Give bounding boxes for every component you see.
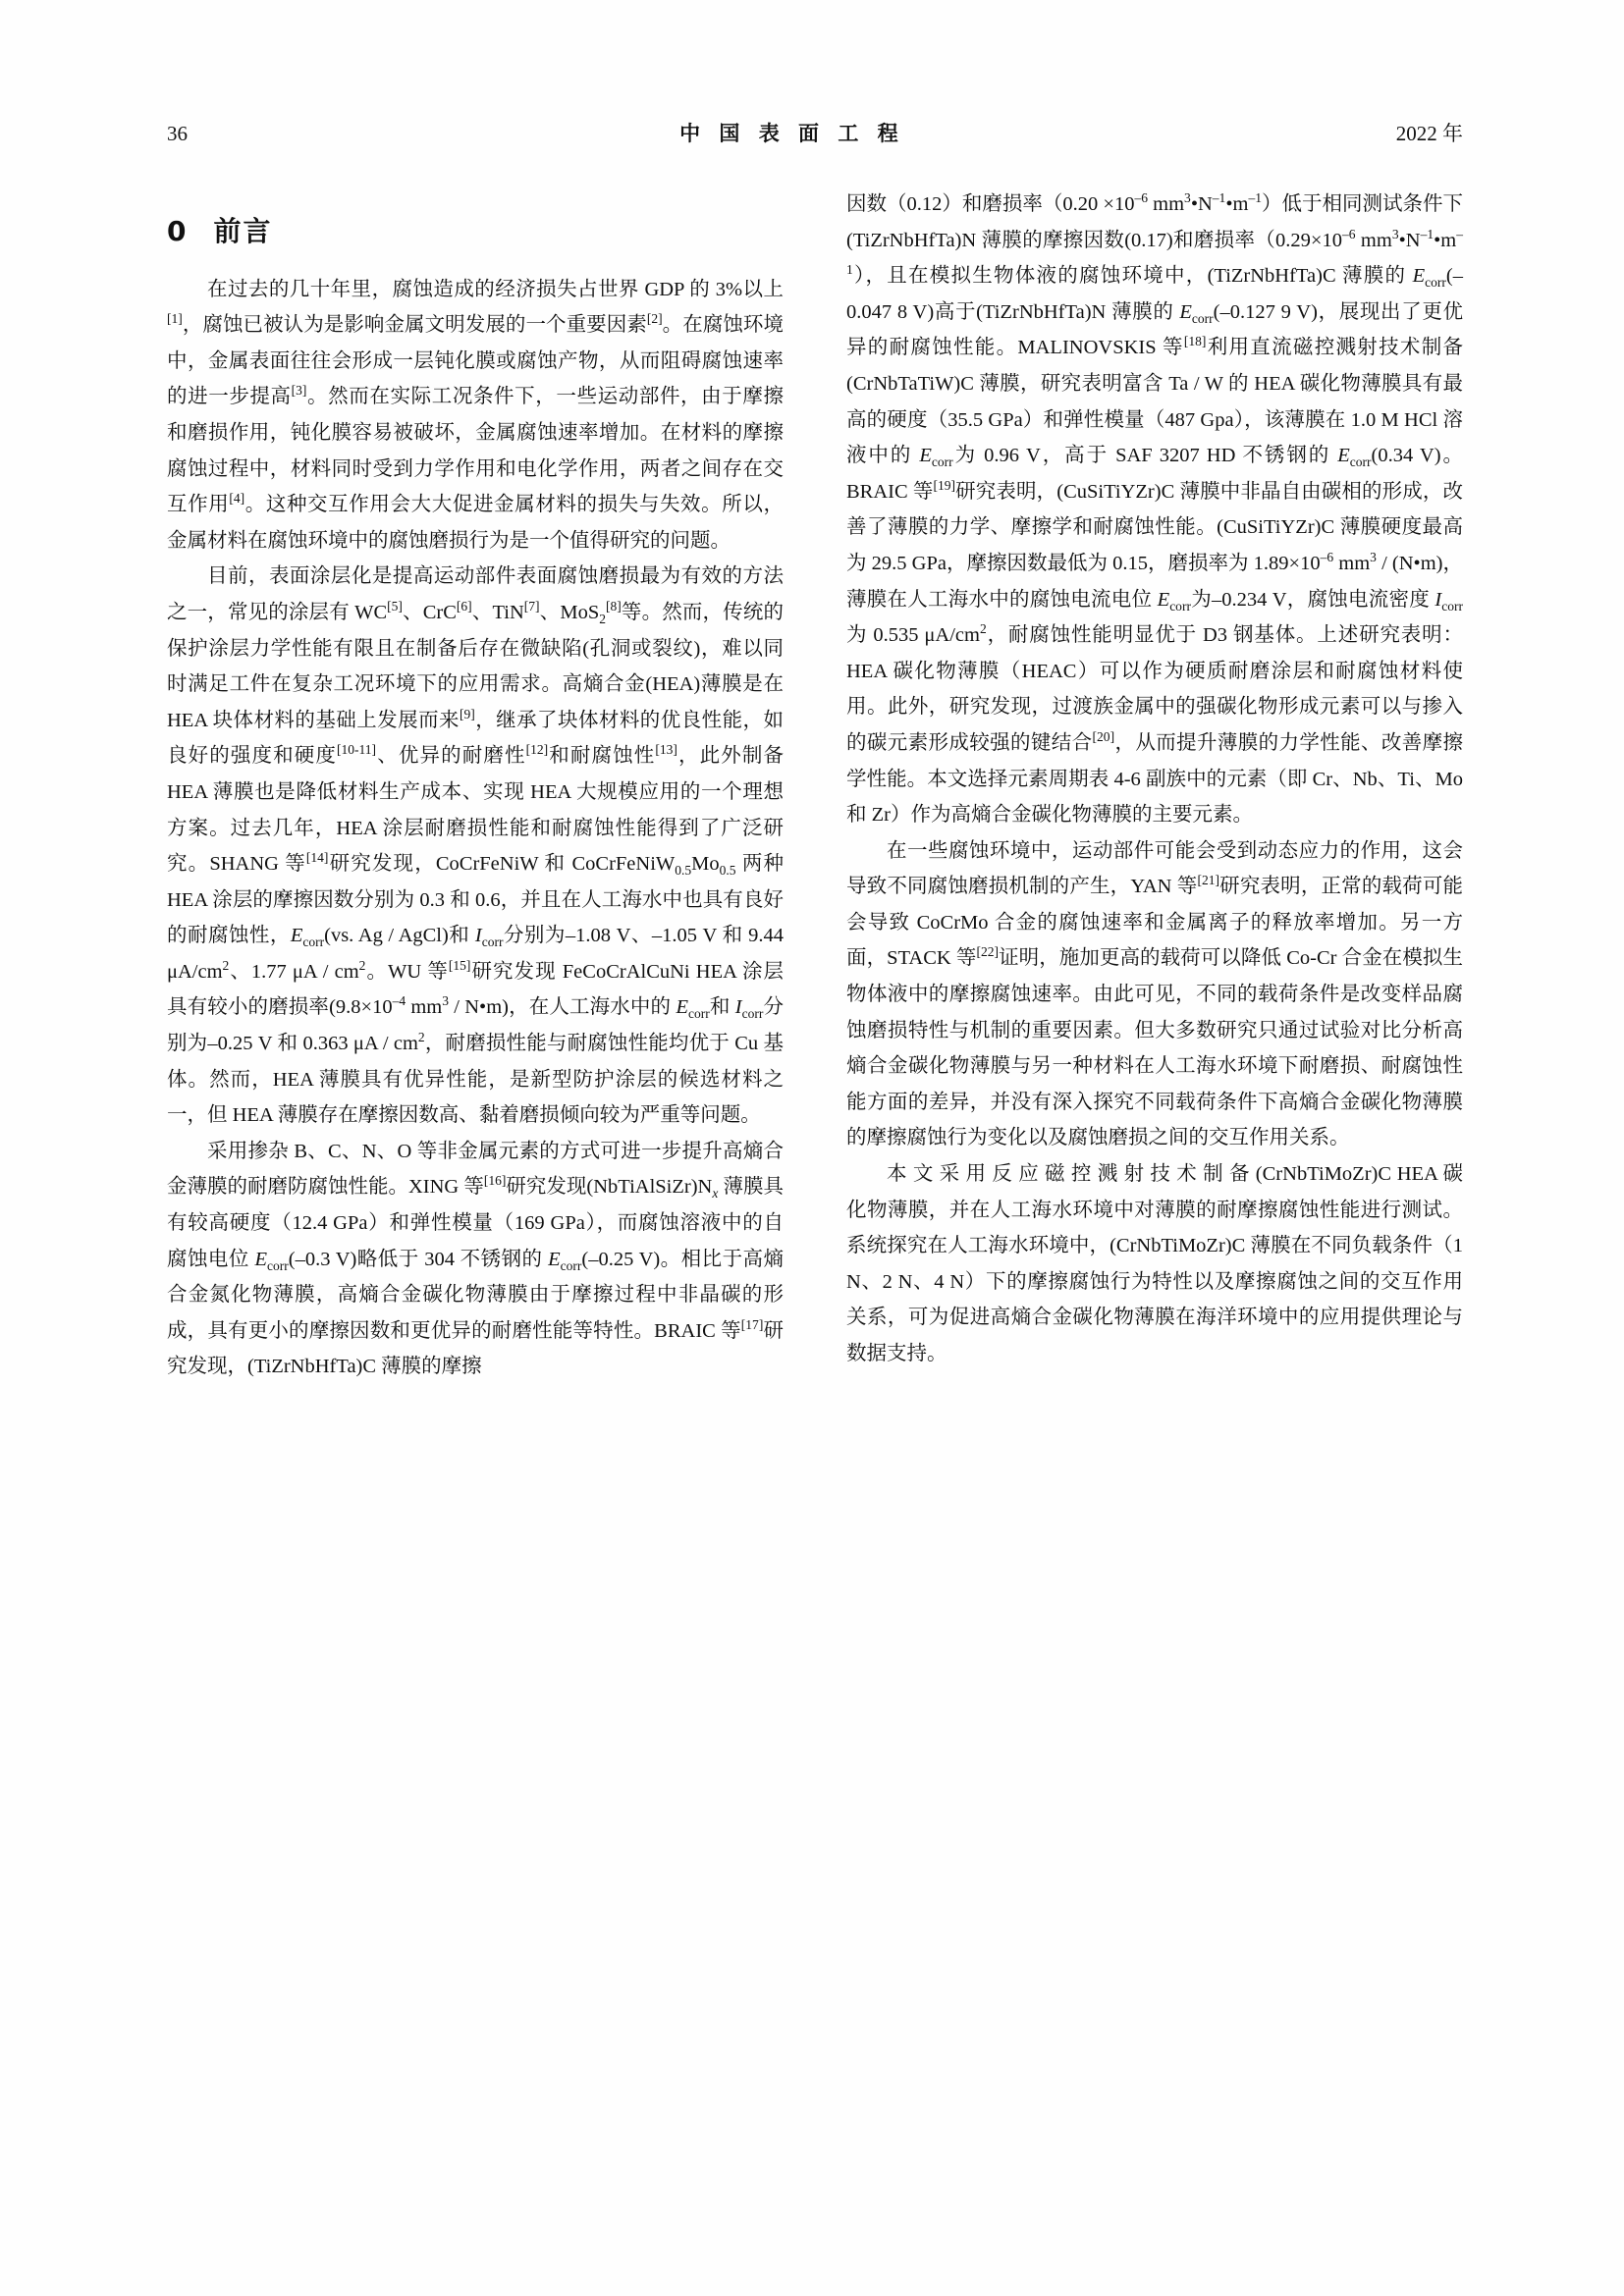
running-head (167, 118, 1463, 157)
right-column (846, 187, 1463, 2209)
section-title-text: 前言 (213, 215, 273, 247)
journal-title: 中 国 表 面 工 程 (679, 122, 904, 145)
paragraph: 目前，表面涂层化是提高运动部件表面腐蚀磨损最为有效的方法之一，常见的涂层有 WC[5]、CrC[6]、TiN[7]、MoS$_2$[8]等。然而，传统的保护涂层力学性能有限且在制备后存在微缺陷(孔洞或裂纹)，难以同时满足工件在复杂工况环境下的应用需求。高熵合金(HEA)薄膜是在 HEA 块体材料的基础上发展而来[9]，继承了块体材料的优良性能，如良好的强度和硬度[10-11]、优异的耐磨性[12]和耐腐蚀性[13]，此外制备 HEA 薄膜也是降低材料生产成本、实现 HEA 大规模应用的一个理想方案。过去几年，HEA 涂层耐磨损性能和耐腐蚀性能得到了广泛研究。SHANG 等[14]研究发现，CoCrFeNiW 和 $CoCrFeNiW_{0.5}Mo_{0.5}$ 两种 HEA 涂层的摩擦因数分别为 0.3 和 0.6，并且在人工海水中也具有良好的耐腐蚀性，$E_{corr}(vs$. Ag / AgCl)和 $I_{corr}$分别为–1.08 V、–1.05 V 和 9.44 $\mu A/cm^2$、1.77 μA / $cm^2$。WU 等[15]研究发现 FeCoCrAlCuNi HEA 涂层具有较小的磨损率($9.8\times 10^{-4}$ $mm^3$ / N•m)，在人工海水中的 $E_{corr}$和 $I_{corr}$分别为–0.25 V 和 0.363 μA / $cm^2$，耐磨损性能与耐腐蚀性能均优于 Cu 基体。然而，HEA 薄膜具有优异性能，是新型防护涂层的候选材料之一，但 HEA 薄膜存在摩擦因数高、黏着磨损倾向较为严重等问题。 (167, 565, 785, 1127)
left-column (167, 187, 784, 2209)
paragraph-continued: 因数（0.12）和磨损率（$0.20 \times 10^{-6}$ $mm^3•N^{-1}•m^{-1}$）低于相同测试条件下(TiZrNbHfTa)N 薄膜的摩擦因数(0.17)和磨损率（$0.29\times 10^{-6}$ $mm^3•N^{-1}•m^{-1}$），且在模拟生物体液的腐蚀环境中，(TiZrNbHfTa)C 薄膜的 $E_{corr}(-0.047$ 8 V)高于(TiZrNbHfTa)N 薄膜的 $E_{corr}(-0.127$ 9 V)，展现出了更优异的耐腐蚀性能。MALINOVSKIS 等[18]利用直流磁控溅射技术制备(CrNbTaTiW)C 薄膜，研究表明富含 Ta / W 的 HEA 碳化物薄膜具有最高的硬度（35.5 GPa）和弹性模量（487 Gpa），该薄膜在 1.0 M HCl 溶液中的 $E_{corr}$为 0.96 V，高于 SAF 3207 HD 不锈钢的 $E_{corr}(0.34$ V)。BRAIC 等[19]研究表明，(CuSiTiYZr)C 薄膜中非晶自由碳相的形成，改善了薄膜的力学、摩擦学和耐腐蚀性能。(CuSiTiYZr)C 薄膜硬度最高为 29.5 GPa，摩擦因数最低为 0.15，磨损率为 $1.89\times 10^{-6}$ $mm^3$ / (N•m)，薄膜在人工海水中的腐蚀电流电位 $E_{corr}$为–0.234 V，腐蚀电流密度 $I_{corr}$为 0.535 $\mu A/cm^2$，耐腐蚀性能明显优于 D3 钢基体。上述研究表明：HEA 碳化物薄膜（HEAC）可以作为硬质耐磨涂层和耐腐蚀材料使用。此外，研究发现，过渡族金属中的强碳化物形成元素可以与掺入的碳元素形成较强的键结合[20]，从而提升薄膜的力学性能、改善摩擦学性能。本文选择元素周期表 4-6 副族中的元素（即 Cr、Nb、Ti、Mo 和 Zr）作为高熵合金碳化物薄膜的主要元素。 (846, 190, 1464, 827)
page-number: 36 (167, 122, 188, 145)
paragraph: 本 文 采 用 反 应 磁 控 溅 射 技 术 制 备 (CrNbTiMoZr)C HEA 碳化物薄膜，并在人工海水环境中对薄膜的耐摩擦腐蚀性能进行测试。系统探究在人工海水环境中，(CrNbTiMoZr)C 薄膜在不同负载条件（1 N、2 N、4 N）下的摩擦腐蚀行为特性以及摩擦腐蚀之间的交互作用关系，可为促进高熵合金碳化物薄膜在海洋环境中的应用提供理论与数据支持。 (846, 1163, 1463, 1364)
paragraph: 在一些腐蚀环境中，运动部件可能会受到动态应力的作用，这会导致不同腐蚀磨损机制的产生，YAN 等[21]研究表明，正常的载荷可能会导致 CoCrMo 合金的腐蚀速率和金属离子的释放率增加。另一方面，STACK 等[22]证明，施加更高的载荷可以降低 Co-Cr 合金在模拟生物体液中的摩擦腐蚀速率。由此可见，不同的载荷条件是改变样品腐蚀磨损特性与机制的重要因素。但大多数研究只通过试验对比分析高熵合金碳化物薄膜与另一种材料在人工海水环境下耐磨损、耐腐蚀性能方面的差异，并没有深入探究不同载荷条件下高熵合金碳化物薄膜的摩擦腐蚀行为变化以及腐蚀磨损之间的交互作用关系。 (846, 839, 1463, 1149)
section-heading (167, 214, 784, 250)
body-columns (167, 187, 1463, 2209)
publication-year: 2022 年 (1395, 122, 1463, 145)
paragraph: 在过去的几十年里，腐蚀造成的经济损失占世界 GDP 的 3%以上[1]，腐蚀已被认为是影响金属文明发展的一个重要因素[2]。在腐蚀环境中，金属表面往往会形成一层钝化膜或腐蚀产物，从而阻碍腐蚀速率的进一步提高[3]。然而在实际工况条件下，一些运动部件，由于摩擦和磨损作用，钝化膜容易被破坏，金属腐蚀速率增加。在材料的摩擦腐蚀过程中，材料同时受到力学作用和电化学作用，两者之间存在交互作用[4]。这种交互作用会大大促进金属材料的损失与失效。所以，金属材料在腐蚀环境中的腐蚀磨损行为是一个值得研究的问题。 (167, 278, 785, 552)
paragraph: 采用掺杂 B、C、N、O 等非金属元素的方式可进一步提升高熵合金薄膜的耐磨防腐蚀性能。XING 等[16]研究发现$(NbTiAlSiZr)N_x$ 薄膜具有较高硬度（12.4 GPa）和弹性模量（169 GPa），而腐蚀溶液中的自腐蚀电位 $E_{corr}(-0.3$ V)略低于 304 不锈钢的 $E_{corr}(-0.25$ V)。相比于高熵合金氮化物薄膜，高熵合金碳化物薄膜由于摩擦过程中非晶碳的形成，具有更小的摩擦因数和更优异的耐磨性能等特性。BRAIC 等[17]研究发现，(TiZrNbHfTa)C 薄膜的摩擦 (167, 1140, 785, 1378)
section-number: 0 (167, 215, 189, 247)
